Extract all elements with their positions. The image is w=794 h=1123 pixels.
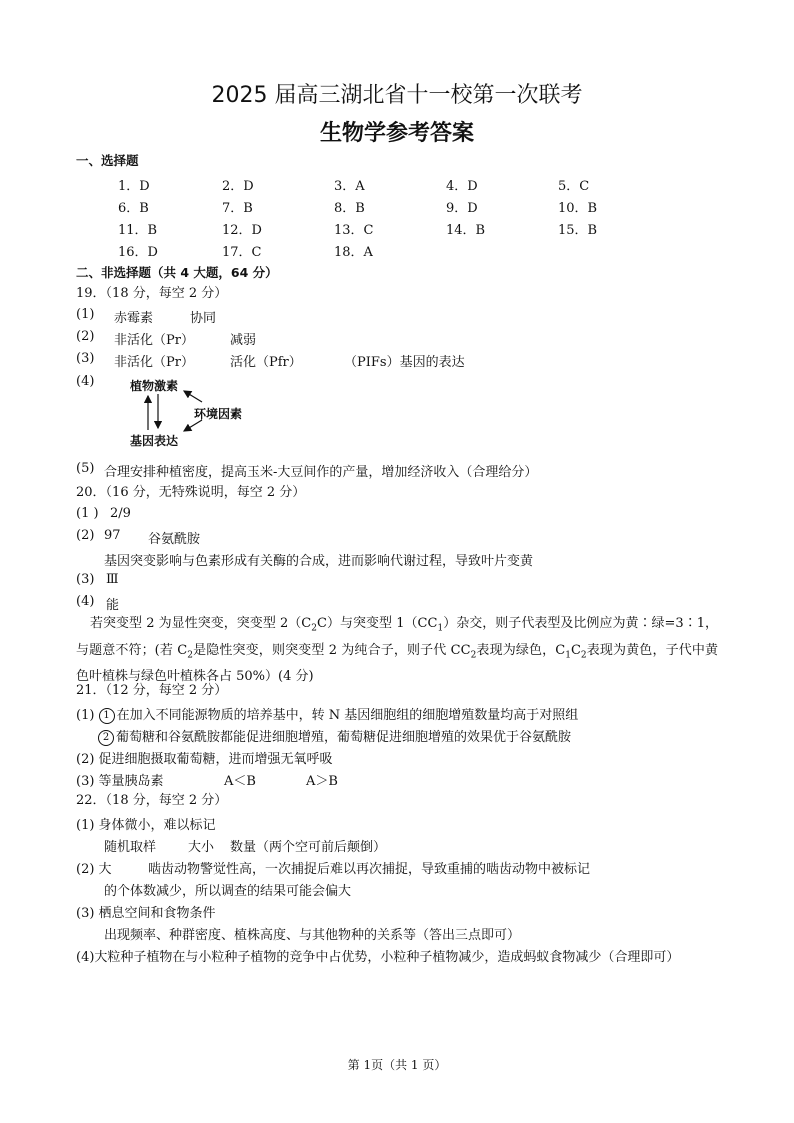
q22-header: 22．（18 分，每空 2 分） [76, 793, 228, 808]
q22-1: (1) 身体微小，难以标记 [76, 818, 216, 833]
mc-answer: 13．C [334, 223, 374, 238]
q20-4-a: 能 [106, 598, 120, 613]
q20-4-explanation: 若突变型 2 为显性突变，突变型 $2(C_2C)$与突变型 $1(CC_1)$杂交，则子代表型及比例应为黄∶绿=3∶1，与题意不符；(若 $C_2$是隐性突变，则突变型 2 为纯合子，则子代 $CC_2$表现为绿色，$C_1C_2$表现为黄色，子代中黄色叶植株与绿色叶植株各占 50%）(4 分) [76, 616, 719, 685]
q19-1-a: 赤霉素 [114, 311, 154, 326]
mc-answer: 12．D [222, 223, 262, 238]
mc-answer: 18．A [334, 245, 373, 260]
mc-answer: 1．D [118, 179, 150, 194]
q21-3-a: (3) 等量胰岛素 [76, 774, 164, 789]
circled-number-2: 2 [98, 730, 114, 746]
mc-answer: 7．B [222, 201, 253, 216]
q20-header: 20．（16 分，无特殊说明，每空 2 分） [76, 485, 306, 500]
q21-3-c: A＞B [306, 774, 338, 789]
mc-answer: 15．B [558, 223, 598, 238]
section2-heading: 二、非选择题（共 4 大题，64 分） [76, 265, 278, 280]
q20-3-a: Ⅲ [106, 572, 119, 587]
q20-4-num: (4) [76, 594, 95, 609]
q21-3-b: A＜B [224, 774, 256, 789]
mc-answer: 17．C [222, 245, 262, 260]
q20-2-a: 97 [104, 528, 121, 543]
q22-2-a: (2) 大 [76, 862, 112, 877]
mc-answer: 10．B [558, 201, 598, 216]
q19-1-b: 协同 [190, 311, 217, 326]
q19-4-num: (4) [76, 374, 95, 389]
q21-header: 21．（12 分，每空 2 分） [76, 683, 228, 698]
q22-2-c: 的个体数减少，所以调查的结果可能会偏大 [104, 884, 352, 899]
q20-2-num: (2) [76, 528, 95, 543]
q21-2: (2) 促进细胞摄取葡萄糖，进而增强无氧呼吸 [76, 752, 333, 767]
arrow-env-to-hormone [184, 391, 202, 402]
regulation-diagram [120, 374, 280, 450]
mc-answer: 14．B [446, 223, 486, 238]
q22-1-b3: 数量（两个空可前后颠倒） [230, 840, 387, 855]
diagram-node-hormone: 植物激素 [130, 379, 179, 393]
document-title: 2025 届高三湖北省十一校第一次联考 [211, 83, 583, 108]
q19-3-c: （PIFs）基因的表达 [344, 355, 465, 370]
q19-2-b: 减弱 [230, 333, 257, 348]
q22-4: (4)大粒种子植物在与小粒种子植物的竞争中占优势，小粒种子植物减少，造成蚂蚁食物减少（合理即可） [76, 950, 680, 965]
mc-answer: 9．D [446, 201, 478, 216]
page-footer: 第 1页（共 1 页） [347, 1058, 447, 1072]
q19-2-num: (2) [76, 329, 95, 344]
mc-answer: 6．B [118, 201, 149, 216]
mc-answer: 4．D [446, 179, 478, 194]
mc-answer: 8．B [334, 201, 365, 216]
mc-answer: 11．B [118, 223, 158, 238]
q20-3-num: (3) [76, 572, 95, 587]
document-subtitle: 生物学参考答案 [319, 121, 474, 146]
q21-1-line1: (1) 1 在加入不同能源物质的培养基中，转 N 基因细胞组的细胞增殖数量均高于对照组 [76, 708, 579, 723]
q22-1-b2: 大小 [188, 840, 215, 855]
q21-1-line2: 2 葡萄糖和谷氨酰胺都能促进细胞增殖，葡萄糖促进细胞增殖的效果优于谷氨酰胺 [98, 726, 571, 746]
q19-5-a: 合理安排种植密度，提高玉米-大豆间作的产量，增加经济收入（合理给分） [104, 465, 538, 480]
q19-2-a: 非活化（Pr） [114, 333, 194, 348]
q20-1-num: (1 ) [76, 506, 99, 521]
mc-answer: 16．D [118, 245, 158, 260]
q19-3-a: 非活化（Pr） [114, 355, 194, 370]
section1-heading: 一、选择题 [76, 153, 139, 168]
diagram-node-environment: 环境因素 [194, 407, 243, 421]
mc-answer: 3．A [334, 179, 365, 194]
q19-3-b: 活化（Pfr） [230, 355, 302, 370]
q19-3-num: (3) [76, 351, 95, 366]
q20-1-a: 2/9 [110, 506, 131, 521]
q22-3: (3) 栖息空间和食物条件 [76, 906, 216, 921]
diagram-node-gene-expression: 基因表达 [130, 434, 179, 448]
q20-2-c: 基因突变影响与色素形成有关酶的合成，进而影响代谢过程，导致叶片变黄 [104, 554, 534, 569]
q19-5-num: (5) [76, 461, 95, 476]
circled-number-1: 1 [99, 708, 115, 724]
q19-header: 19．（18 分，每空 2 分） [76, 286, 228, 301]
mc-answer: 5．C [558, 179, 590, 194]
q22-3-b: 出现频率、种群密度、植株高度、与其他物种的关系等（答出三点即可） [104, 928, 521, 943]
mc-answer: 2．D [222, 179, 254, 194]
q20-2-b: 谷氨酰胺 [148, 532, 201, 547]
q19-1-num: (1) [76, 307, 95, 322]
q22-2-b: 啮齿动物警觉性高，一次捕捉后难以再次捕捉，导致重捕的啮齿动物中被标记 [148, 862, 591, 877]
q22-1-b1: 随机取样 [104, 840, 157, 855]
